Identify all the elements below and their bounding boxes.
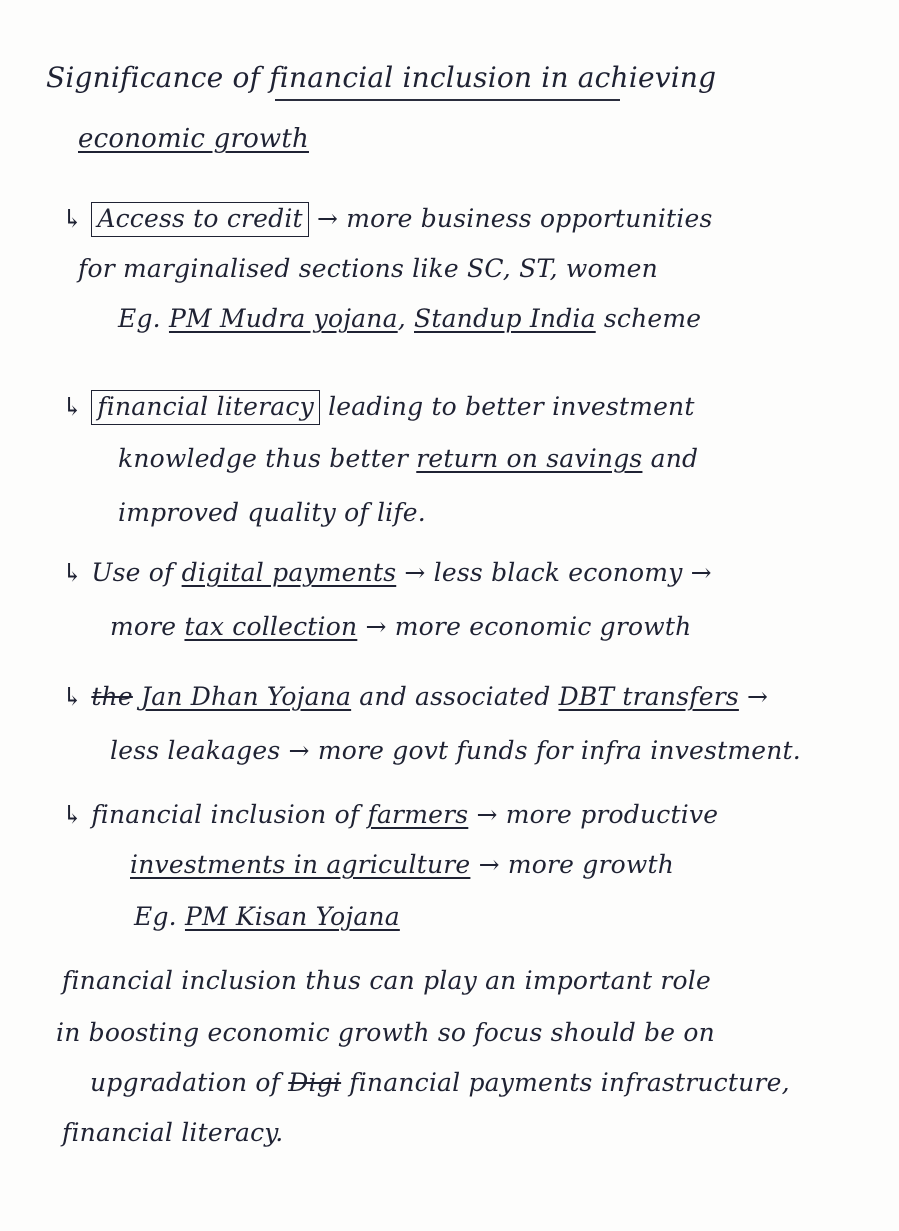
point-2-text-a: knowledge thus better bbox=[118, 444, 409, 473]
point-1-boxed-keyword: Access to credit bbox=[91, 202, 309, 237]
point-4-line-1 bbox=[62, 684, 768, 709]
bullet-arrow-icon: ↳ bbox=[62, 558, 84, 587]
conclusion-infrastructure: financial payments infrastructure, bbox=[349, 1068, 790, 1097]
point-3-text-a: Use of bbox=[91, 558, 174, 587]
point-5-line-2 bbox=[130, 852, 674, 877]
point-2-line-2 bbox=[118, 446, 698, 471]
conclusion-line-4: financial literacy. bbox=[62, 1118, 284, 1147]
conclusion-line-3 bbox=[90, 1070, 790, 1095]
point-2-line-3: improved quality of life. bbox=[118, 498, 426, 527]
point-5-line-3 bbox=[134, 904, 400, 929]
title-line-2: economic growth bbox=[78, 124, 309, 154]
bullet-arrow-icon: ↳ bbox=[62, 392, 84, 421]
point-4-jan-dhan: Jan Dhan Yojana bbox=[141, 682, 352, 711]
example-standup: Standup India bbox=[414, 304, 596, 333]
conclusion-line-2: in boosting economic growth so focus should be on bbox=[56, 1018, 715, 1047]
conclusion-upgradation: upgradation of bbox=[90, 1068, 281, 1097]
point-3-tax-collection: tax collection bbox=[184, 612, 358, 641]
point-4-dbt: DBT transfers bbox=[558, 682, 739, 711]
point-3-growth: → more economic growth bbox=[365, 612, 692, 641]
point-5-text-a: financial inclusion of bbox=[91, 800, 360, 829]
point-3-digital-payments: digital payments bbox=[181, 558, 397, 587]
point-2-line-1 bbox=[62, 394, 695, 419]
example-pm-kisan: PM Kisan Yojana bbox=[184, 902, 400, 931]
point-3-more: more bbox=[110, 612, 177, 641]
example-prefix: Eg. bbox=[134, 902, 177, 931]
bullet-arrow-icon: ↳ bbox=[62, 682, 84, 711]
point-4-struck-word: the bbox=[91, 682, 133, 711]
point-5-line-1 bbox=[62, 802, 718, 827]
point-4-arrow: → bbox=[747, 682, 769, 711]
separator: , bbox=[397, 304, 406, 333]
point-3-line-1 bbox=[62, 560, 712, 585]
example-scheme: scheme bbox=[603, 304, 702, 333]
example-prefix: Eg. bbox=[118, 304, 161, 333]
point-5-text-c: → more productive bbox=[476, 800, 719, 829]
point-2-rest: leading to better investment bbox=[328, 392, 695, 421]
bullet-arrow-icon: ↳ bbox=[62, 204, 84, 233]
point-2-boxed-keyword: financial literacy bbox=[91, 390, 320, 425]
point-1-line-1 bbox=[62, 206, 713, 231]
point-3-line-2 bbox=[110, 614, 691, 639]
point-4-associated: and associated bbox=[359, 682, 551, 711]
point-1-line-3 bbox=[118, 306, 701, 331]
conclusion-struck-word: Digi bbox=[288, 1068, 342, 1097]
point-2-text-c: and bbox=[650, 444, 699, 473]
conclusion-line-1: financial inclusion thus can play an important role bbox=[62, 966, 711, 995]
point-5-growth: → more growth bbox=[478, 850, 675, 879]
point-3-text-c: → less black economy → bbox=[404, 558, 712, 587]
point-1-rest: → more business opportunities bbox=[316, 204, 713, 233]
point-5-farmers: farmers bbox=[367, 800, 469, 829]
point-5-investments: investments in agriculture bbox=[130, 850, 471, 879]
bullet-arrow-icon: ↳ bbox=[62, 800, 84, 829]
point-2-text-b: return on savings bbox=[416, 444, 643, 473]
example-mudra: PM Mudra yojana bbox=[168, 304, 398, 333]
point-4-line-2: less leakages → more govt funds for infra investment. bbox=[110, 736, 801, 765]
point-1-line-2: for marginalised sections like SC, ST, women bbox=[78, 254, 658, 283]
title-line-1: Significance of financial inclusion in achieving bbox=[46, 61, 717, 94]
title-underline-1 bbox=[275, 99, 620, 101]
